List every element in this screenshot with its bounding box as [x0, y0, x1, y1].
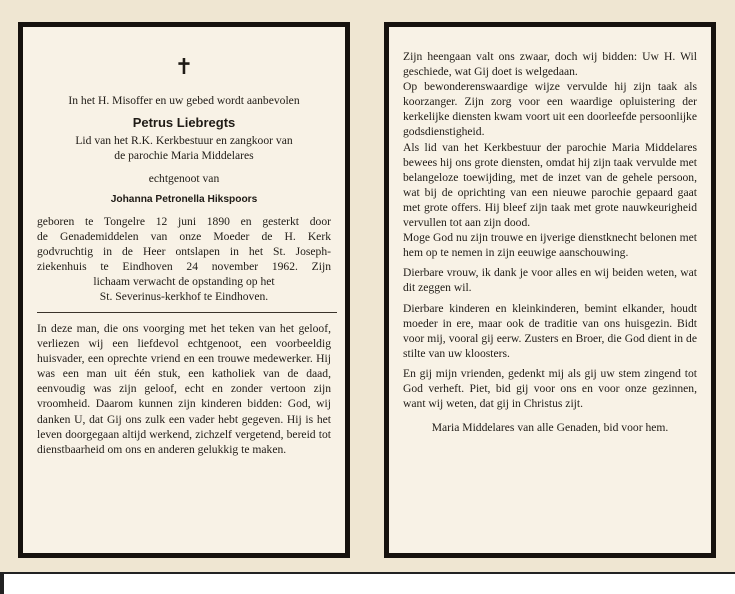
bio-line: geboren te Tongelre 12 juni 1890 en gesterkt door	[37, 215, 331, 228]
scan-edge	[0, 572, 735, 594]
bio-line: de Genademiddelen van onze Moeder de H. Kerk	[37, 230, 331, 243]
left-card-content	[23, 27, 345, 457]
scan-edge-corner	[0, 574, 4, 594]
deceased-name: Petrus Liebregts	[132, 115, 236, 130]
bio-line: godvruchtig in de Heer ontslapen in het St. Joseph-	[37, 245, 331, 258]
right-card	[384, 22, 716, 558]
section-divider	[37, 312, 337, 313]
left-card	[18, 22, 350, 558]
paragraph-prayer: Moge God nu zijn trouwe en ijverige dienstknecht belonen met hem op te nemen in zijn eeuwige aanschouwing.	[403, 231, 697, 260]
cross-icon: ✝	[174, 54, 194, 79]
paragraph-friends: En gij mijn vrienden, gedenkt mij als gij uw stem zingend tot God verheft. Piet, bid gij voor ons en voor onze gezinnen, want wij weten, dat gij in Christus zijt.	[403, 366, 697, 411]
bio-line: lichaam verwacht de opstanding op het	[93, 275, 275, 288]
bio-line: ziekenhuis te Eindhoven 24 november 1962. Zijn	[37, 260, 331, 273]
paragraph-wife: Dierbare vrouw, ik dank je voor alles en wij beiden weten, wat dit zeggen wil.	[403, 266, 697, 295]
membership-text	[37, 133, 331, 163]
membership-line: de parochie Maria Middelares	[114, 149, 254, 162]
spouse-label: echtgenoot van	[148, 172, 220, 185]
paragraph-children: Dierbare kinderen en kleinkinderen, bemint elkander, houdt moeder in ere, maar ook de traditie van ons huisgezin. Bidt voor mij, vooral gij eerw. Zusters en Broer, die God dient in de stilte van uw kloosters.	[403, 301, 697, 360]
intro-line: In het H. Misoffer en uw gebed wordt aanbevolen	[68, 94, 300, 107]
paragraph-kerkbestuur: Als lid van het Kerkbestuur der parochie Maria Middelares bewees hij ons grote diensten, omdat hij zijn taak vervulde met belangeloze toewijding, met de inzet van de gehele persoon, wat bij de oprichting van een nieuwe parochie gepaard gaat met grote offers. Hij bleef zijn taak met grote nauwkeurigheid vervullen tot aan zijn dood.	[403, 140, 697, 230]
paragraph-koorzanger: Op bewonderenswaardige wijze vervulde hij zijn taak als koorzanger. Zijn zorg voor een waardige opluistering der kerkelijke diensten kwam voort uit een doorleefde persoonlijke godsdienstigheid.	[403, 80, 697, 139]
spouse-name: Johanna Petronella Hikspoors	[110, 194, 258, 205]
eulogy-text: In deze man, die ons voorging met het teken van het geloof, verliezen wij een liefdevol echtgenoot, een voorbeeldig huisvader, een oprechte vriend en een trouwe medewerker. Hij was een man uit één stuk, een katholiek van de daad, eenvoudig was zijn geloof, echt en zonder vertoon zijn vroomheid. Daarom kunnen zijn kinderen bidden: God, wij danken U, dat Gij ons zulk een vader hebt gegeven. Hij is het leven doorgegaan altijd werkend, zichzelf vergetend, bereid tot dienstbaarheid om ons en anderen gelukkig te maken.	[37, 322, 331, 456]
bio-line: St. Severinus-kerkhof te Eindhoven.	[99, 290, 269, 303]
paragraph-heengaan: Zijn heengaan valt ons zwaar, doch wij bidden: Uw H. Wil geschiede, wat Gij doet is welgedaan.	[403, 50, 697, 79]
right-card-content	[389, 27, 711, 435]
membership-line: Lid van het R.K. Kerkbestuur en zangkoor van	[75, 134, 293, 147]
biography	[37, 214, 331, 304]
closing-prayer: Maria Middelares van alle Genaden, bid voor hem.	[431, 421, 669, 435]
